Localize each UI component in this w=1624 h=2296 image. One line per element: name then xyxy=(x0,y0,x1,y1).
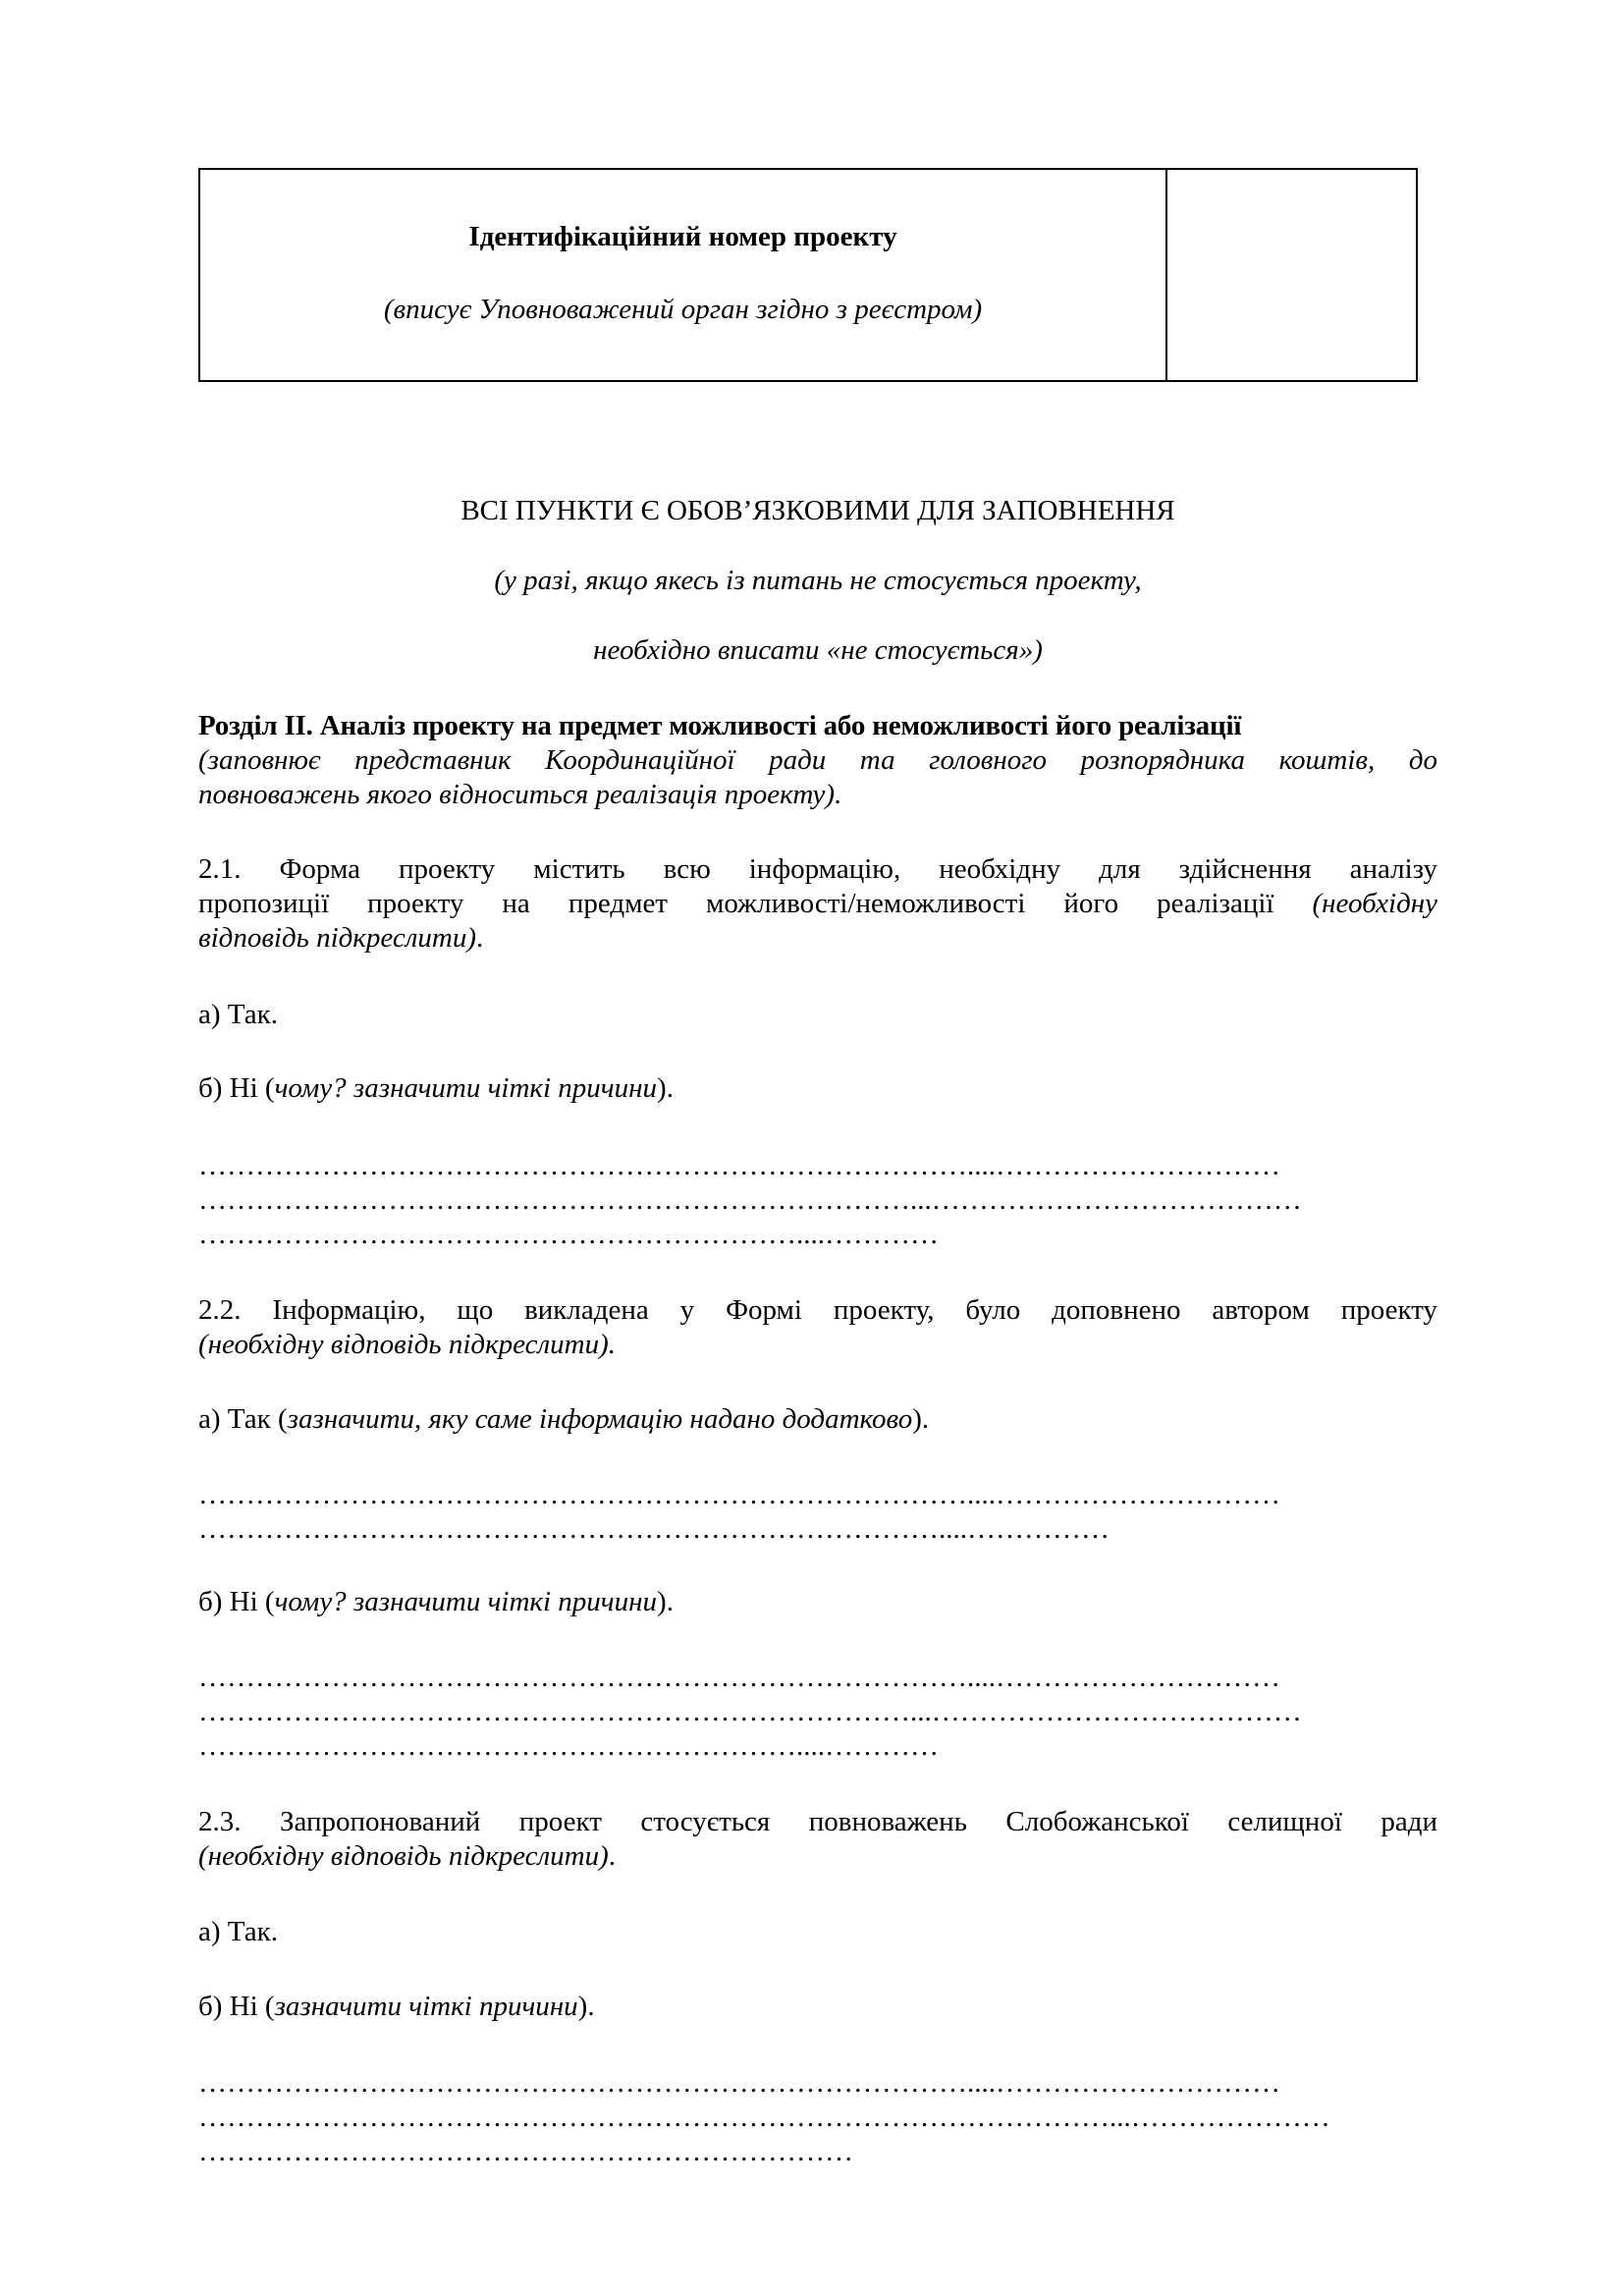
q2-3-answer-line-1[interactable]: ………………………………………………………………………....………………………… xyxy=(198,2067,1280,2099)
section-title: Розділ ІІ. Аналіз проекту на предмет можливості або неможливості його реалізації xyxy=(198,710,1242,741)
section-note-line-1: (заповнює представник Координаційної ради та головного розпорядника коштів, до xyxy=(198,744,1437,776)
q2-1-option-b-prefix: б) Ні ( xyxy=(198,1072,275,1104)
q2-2-answer-a-line-1[interactable]: ………………………………………………………………………....………………………… xyxy=(198,1479,1280,1510)
q2-1-text-line-2-plain: пропозиції проекту на предмет можливості/неможливості його реалізації xyxy=(198,888,1313,919)
q2-2-answer-b-line-1[interactable]: ………………………………………………………………………....………………………… xyxy=(198,1662,1280,1693)
q2-1-answer-line-1[interactable]: ………………………………………………………………………....………………………… xyxy=(198,1150,1280,1181)
q2-3-option-b[interactable] xyxy=(198,1990,1437,2023)
project-id-note: (вписує Уповноважений орган згідно з реєстром) xyxy=(383,294,983,325)
q2-2-answer-b-line-3[interactable]: ………………………………………………………....………… xyxy=(198,1730,939,1762)
q2-1-option-b[interactable] xyxy=(198,1071,1437,1105)
q2-2-option-a-prefix: а) Так ( xyxy=(198,1403,288,1435)
q2-2-text-line-2: (необхідну відповідь підкреслити). xyxy=(198,1329,616,1360)
q2-1-answer-line-3[interactable]: ………………………………………………………....………… xyxy=(198,1219,939,1250)
q2-2-option-b-suffix: ). xyxy=(657,1586,674,1617)
q2-1-text-line-3-italic: відповідь підкреслити) xyxy=(198,922,476,954)
q2-3-option-b-italic: зазначити чіткі причини xyxy=(274,1991,578,2022)
q2-1-option-a[interactable]: а) Так. xyxy=(198,999,278,1030)
mandatory-notice-sub-2: необхідно вписати «не стосується») xyxy=(593,634,1043,666)
project-id-box xyxy=(198,168,1418,382)
q2-3-option-b-suffix: ). xyxy=(577,1991,595,2022)
q2-1-text-line-3-end: . xyxy=(475,922,484,954)
q2-3-option-a[interactable]: а) Так. xyxy=(198,1916,278,1947)
q2-1-text-line-1: 2.1. Форма проекту містить всю інформацію, необхідну для здійснення аналізу xyxy=(198,853,1437,885)
q2-3-answer-line-2[interactable]: ……………………………………………………………………………………...………………… xyxy=(198,2102,1330,2133)
q2-1-text-line-2-italic: (необхідну xyxy=(1312,888,1437,919)
q2-3-answer-line-3[interactable]: …………………………………………………………… xyxy=(198,2136,853,2167)
q2-2-option-b[interactable] xyxy=(198,1585,1437,1618)
q2-2-option-b-prefix: б) Ні ( xyxy=(198,1586,275,1617)
q2-2-option-b-italic: чому? зазначити чіткі причини xyxy=(274,1586,658,1617)
q2-3-text-line-1: 2.3. Запропонований проект стосується повноважень Слобожанської селищної ради xyxy=(198,1806,1437,1837)
q2-3-text-line-2 xyxy=(198,1839,1437,1873)
q2-1-text-line-2 xyxy=(198,887,1437,920)
project-id-label-cell xyxy=(200,170,1167,380)
q2-2-answer-b-line-2[interactable]: …………………………………………………………………...………………………………… xyxy=(198,1696,1302,1727)
mandatory-notice-heading: ВСІ ПУНКТИ Є ОБОВ’ЯЗКОВИМИ ДЛЯ ЗАПОВНЕННЯ xyxy=(460,495,1175,526)
mandatory-notice-sub-1: (у разі, якщо якесь із питань не стосується проекту, xyxy=(494,565,1142,596)
q2-1-option-b-suffix: ). xyxy=(657,1072,674,1104)
q2-2-option-a[interactable] xyxy=(198,1402,1437,1436)
q2-1-option-b-italic: чому? зазначити чіткі причини xyxy=(274,1072,658,1104)
q2-2-option-a-suffix: ). xyxy=(912,1403,930,1435)
q2-2-text-line-1: 2.2. Інформацію, що викладена у Формі проекту, було доповнено автором проекту xyxy=(198,1294,1437,1326)
q2-3-text-line-2-end: . xyxy=(608,1840,616,1872)
project-id-value-cell[interactable] xyxy=(1167,170,1416,380)
q2-1-text-line-3 xyxy=(198,921,1437,955)
q2-1-answer-line-2[interactable]: …………………………………………………………………...………………………………… xyxy=(198,1184,1302,1216)
q2-3-text-line-2-italic: (необхідну відповідь підкреслити) xyxy=(198,1840,609,1872)
q2-2-option-a-italic: зазначити, яку саме інформацію надано додатково xyxy=(287,1403,913,1435)
q2-2-answer-a-line-2[interactable]: ……………………………………………………………………....…………… xyxy=(198,1513,1110,1545)
section-note-line-2: повноважень якого відноситься реалізація проекту). xyxy=(198,779,842,810)
project-id-title: Ідентифікаційний номер проекту xyxy=(468,221,897,252)
q2-3-option-b-prefix: б) Ні ( xyxy=(198,1991,275,2022)
